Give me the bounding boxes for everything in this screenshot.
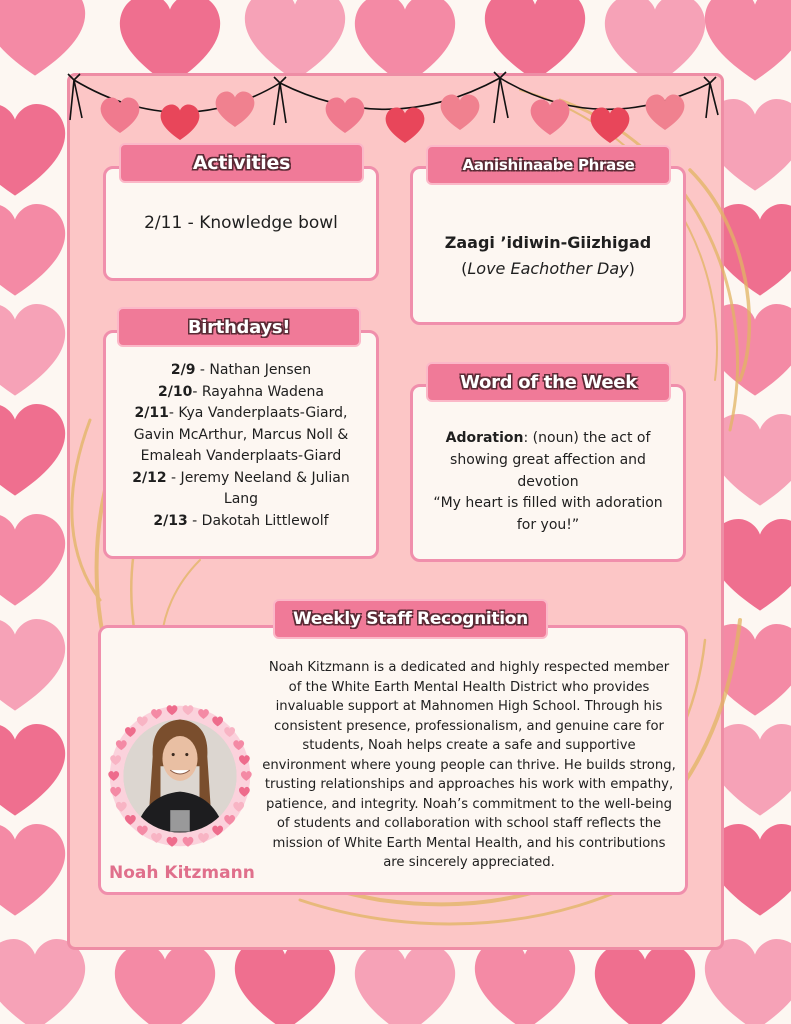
birthday-date: 2/12 xyxy=(132,469,167,486)
background-heart-icon xyxy=(590,940,700,1024)
background-heart-icon xyxy=(0,720,70,820)
phrase-title: Aanishinaabe Phrase xyxy=(426,145,671,185)
background-heart-icon xyxy=(350,940,460,1024)
phrase-card xyxy=(410,166,686,325)
activities-card xyxy=(103,166,379,281)
birthday-names: - Rayahna Wadena xyxy=(192,383,324,400)
background-heart-icon xyxy=(0,510,70,610)
birthday-entry xyxy=(116,468,366,511)
birthday-names: - Kya Vanderplaats-Giard, Gavin McArthur, Marcus Noll & Emaleah Vanderplaats-Giard xyxy=(133,405,349,464)
phrase-ojibwe-text: Zaagi ’idiwin-Giizhigad xyxy=(444,233,652,252)
background-heart-icon xyxy=(0,820,70,920)
activities-item: 2/11 - Knowledge bowl xyxy=(144,213,338,233)
staff-description: Noah Kitzmann is a dedicated and highly respected member of the White Earth Mental Health District who provides invaluable support at Mahnomen High School. Through his consistent presence, professionalism, and genuine care for students, Noah helps create a safe and supportive environment where young people can thrive. He builds strong, trusting relationships and approaches his work with empathy, patience, and integrity. Noah’s commitment to the well-being of students and collaboration with school staff reflects the mission of White Earth Mental Health, and his contributions are sincerely appreciated. xyxy=(262,660,676,870)
garland-heart-icon xyxy=(161,105,200,140)
birthday-list xyxy=(116,360,366,532)
garland-heart-icon xyxy=(591,108,630,143)
word-example: “My heart is filled with adoration for you!” xyxy=(433,495,663,533)
birthday-entry xyxy=(116,403,366,468)
word-term: Adoration xyxy=(445,430,524,446)
word-definition xyxy=(429,427,667,493)
staff-name: Noah Kitzmann xyxy=(109,863,255,883)
word-title: Word of the Week xyxy=(426,362,671,402)
birthday-date: 2/13 xyxy=(153,512,188,529)
word-meaning: : (noun) the act of showing great affection and devotion xyxy=(450,430,651,490)
birthdays-title: Birthdays! xyxy=(117,307,361,347)
garland-heart-icon xyxy=(531,100,570,135)
phrase-translation-text: Love Eachother Day xyxy=(467,259,629,278)
birthday-date: 2/9 xyxy=(170,362,196,378)
background-heart-icon xyxy=(0,200,70,300)
garland-heart-icon xyxy=(441,95,480,130)
birthday-names: - Jeremy Neeland & Julian Lang xyxy=(166,469,350,507)
background-heart-icon xyxy=(0,300,70,400)
background-heart-icon xyxy=(110,940,220,1024)
birthday-names: - Nathan Jensen xyxy=(195,362,312,378)
garland-heart-icon xyxy=(101,98,140,133)
background-heart-icon xyxy=(0,400,70,500)
garland-heart-icon xyxy=(646,95,685,130)
birthday-date: 2/10 xyxy=(158,383,193,400)
garland-heart-icon xyxy=(326,98,365,133)
background-heart-icon xyxy=(0,615,70,715)
activities-title: Activities xyxy=(119,143,364,183)
birthdays-card xyxy=(103,330,379,559)
birthday-entry xyxy=(116,382,366,404)
birthday-entry xyxy=(116,511,366,533)
birthday-date: 2/11 xyxy=(134,405,169,421)
word-card xyxy=(410,384,686,562)
close-paren: ) xyxy=(628,259,635,278)
birthday-entry xyxy=(116,360,366,382)
phrase-ojibwe xyxy=(413,232,683,254)
staff-title: Weekly Staff Recognition xyxy=(273,599,548,639)
garland-heart-icon xyxy=(216,92,255,127)
open-paren: ( xyxy=(461,259,468,278)
phrase-translation xyxy=(413,258,683,280)
birthday-names: - Dakotah Littlewolf xyxy=(187,512,329,529)
garland-heart-icon xyxy=(386,108,425,143)
staff-photo xyxy=(102,698,258,854)
